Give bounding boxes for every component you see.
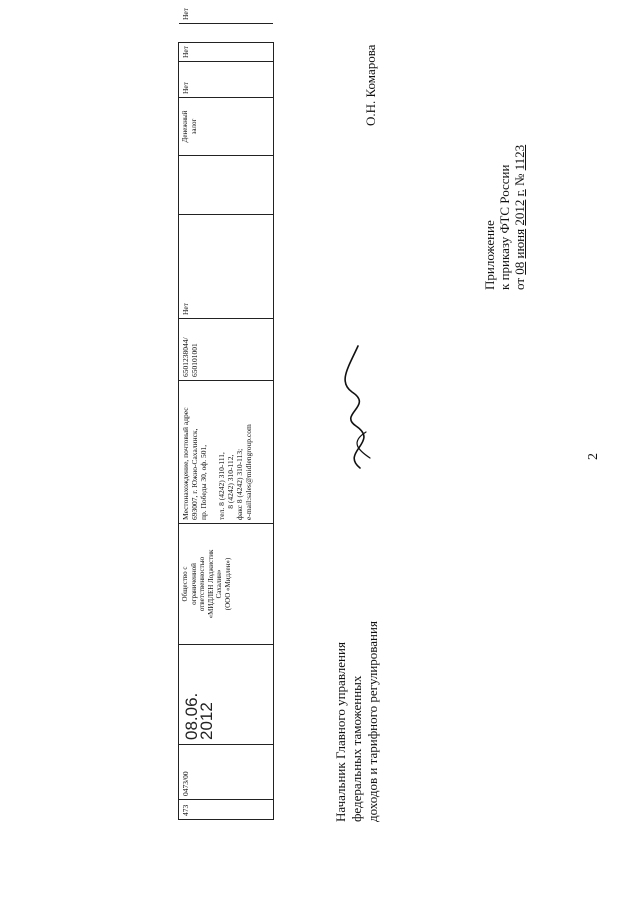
signer-position-line-1: Начальник Главного управления	[333, 642, 348, 822]
order-number: 1123	[512, 144, 527, 171]
signer-name: О.Н. Комарова	[363, 44, 378, 126]
cell-organization: Общество с ограниченной ответственностью «МИДЛЕН Лоджистик Сахалин» (ООО «Мидлен»)	[179, 523, 273, 644]
cell-flag-3: Нет	[179, 0, 273, 23]
register-table	[178, 7, 274, 820]
signer-position-line-2: федеральных таможенных	[349, 675, 364, 822]
appendix-header	[482, 145, 527, 290]
cell-flag-2: Нет	[179, 23, 273, 61]
date-prefix: от	[512, 277, 527, 290]
number-prefix: №	[512, 173, 527, 186]
appendix-order-ref: к приказу ФТС России	[497, 164, 512, 290]
cell-reg-number: 0473/00	[179, 744, 273, 799]
appendix-date-line	[512, 145, 527, 290]
cell-flag-1: Нет	[179, 61, 273, 97]
date-day: 08	[512, 261, 527, 275]
cell-empty	[179, 155, 273, 214]
cell-inn-kpp: 6501238044/ 650101001	[179, 318, 273, 380]
date-year-suffix: г.	[512, 189, 527, 197]
signer-position	[333, 621, 381, 822]
signer-position-line-3: доходов и тарифного регулирования	[365, 621, 380, 822]
cell-net: Нет	[179, 214, 273, 318]
date-year: 2012	[512, 199, 527, 226]
cell-date: 08.06. 2012	[179, 644, 273, 744]
cell-address: Местонахождение, почтовый адрес 693007, г. Южно-Сахалинск, пр. Победы 30, оф. 501, тел. 8 (4242) 310-111, 8 (4242) 310-112, факс 8 (4242) 310-113; e-mail:sales@midlengroup.com	[179, 380, 273, 523]
page-number: 2	[586, 453, 601, 460]
date-month: июня	[512, 228, 527, 259]
cell-row-number: 473	[179, 799, 273, 819]
appendix-title: Приложение	[482, 220, 497, 290]
cell-security: Денежный залог	[179, 97, 273, 155]
handwritten-signature	[330, 342, 390, 472]
